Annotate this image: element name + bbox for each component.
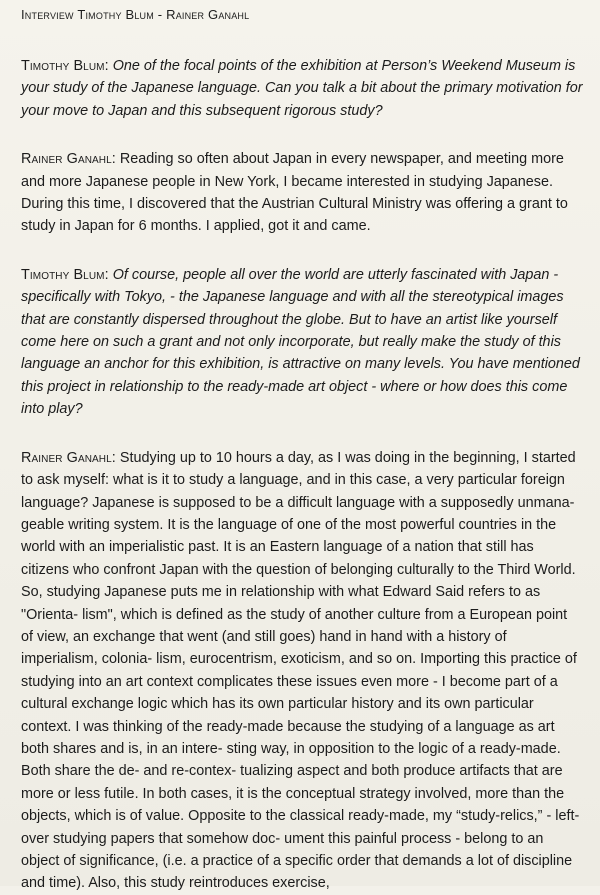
speaker-label: Rainer Ganahl: (21, 151, 116, 168)
question-paragraph-2 (21, 264, 583, 421)
paragraph-text: Of course, people all over the world are utterly fascinated with Japan - specifically with Tokyo, - the Japanese language and with all the stereotypical images that are constantly dispersed throughout the globe. But to have an artist like yourself come here on such a grant and not only incorporate, but really make the study of this language an anchor for this exhibition, is attractive on many levels. You have mentioned this project in relationship to the ready-made art object - where or how does this come into play? (21, 266, 580, 418)
speaker-label: Rainer Ganahl: (21, 449, 116, 466)
question-paragraph-1 (21, 55, 583, 122)
paragraph-text: Studying up to 10 hours a day, as I was doing in the beginning, I started to ask myself: what is it to study a language, and in this case, a very particular foreign language? Japanese is supposed to be a difficult language with a supposedly unmana- geable writing system. It is the language of one of the most powerful countries in the world with an imperialistic past. It is an Eastern language of a nation that still has citizens who confront Japan with the question of belonging culturally to the Third World. So, studying Japanese puts me in relationship with what Edward Said refers to as "Orienta- lism", which is defined as the study of another culture from a European point of view, an exchange that went (and still goes) hand in hand with a history of imperialism, colonia- lism, eurocentrism, exoticism, and so on. Importing this practice of studying into an art context complicates these issues even more - I become part of a cultural exchange logic which has its own particular history and its own particular context. I was thinking of the ready-made because the studying of a language as art both shares and is, in an intere- sting way, in opposition to the logic of a ready-made. Both share the de- and re-contex- tualizing aspect and both produce artifacts that are more or less futile. In both cases, it is the conceptual strategy involved, more than the objects, which is of value. Opposite to the classical ready-made, my “study-relics,” - left-over studying papers that somehow doc- ument this painful process - belong to an object of significance, (i.e. a practice of a specific order that demands a lot of discipline and time). Also, this study reintroduces exercise, (21, 449, 580, 892)
paragraph-text: Reading so often about Japan in every newspaper, and meeting more and more Japanese people in New York, I became interested in studying Japanese. During this time, I discovered that the Austrian Cultural Ministry was offering a grant to study in Japan for 6 months. I applied, got it and came. (21, 151, 568, 235)
interview-body (21, 55, 583, 895)
answer-paragraph-2 (21, 447, 583, 895)
answer-paragraph-1 (21, 148, 583, 238)
speaker-label: Timothy Blum: (21, 58, 109, 74)
speaker-label: Timothy Blum: (21, 266, 109, 283)
paragraph-text: One of the focal points of the exhibition at Person’s Weekend Museum is your study of the Japanese language. Can you talk a bit about the primary motivation for your move to Japan and this subsequent rigorous study? (21, 58, 583, 119)
page-header: Interview Timothy Blum - Rainer Ganahl (21, 7, 250, 22)
